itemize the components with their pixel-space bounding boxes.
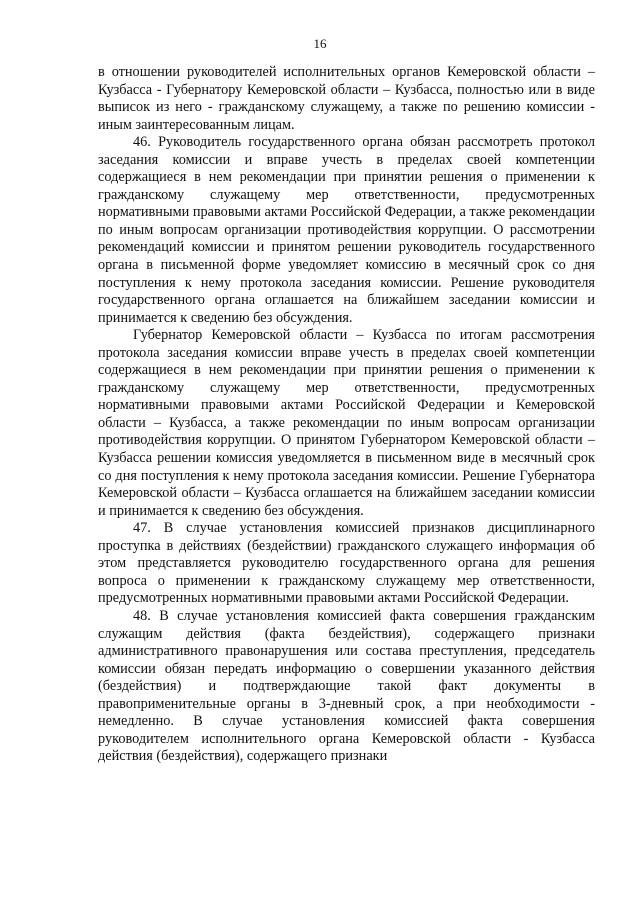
paragraph-47: 47. В случае установления комиссией признаков дисциплинарного проступка в действиях (бездействии) гражданского служащего информация об этом представляется руководителю государственного органа для решения вопроса о применении к гражданскому служащему мер ответственности, предусмотренных нормативными правовыми актами Российской Федерации. xyxy=(98,520,595,607)
paragraph-governor-review: Губернатор Кемеровской области – Кузбасса по итогам рассмотрения протокола заседания комиссии вправе учесть в пределах своей компетенции содержащиеся в нем рекомендации при принятии решения о применении к гражданскому служащему мер ответственности, предусмотренных нормативными правовыми актами Российской Федерации и Кемеровской области – Кузбасса, а также рекомендации по иным вопросам организации противодействия коррупции. О принятом Губернатором Кемеровской области – Кузбасса решении комиссия уведомляется в письменном виде в месячный срок со дня поступления к нему протокола заседания комиссии. Решение Губернатора Кемеровской области – Кузбасса оглашается на ближайшем заседании комиссии и принимается к сведению без обсуждения. xyxy=(98,327,595,519)
document-body xyxy=(98,64,595,766)
paragraph-intro-continuation: в отношении руководителей исполнительных органов Кемеровской области – Кузбасса - Губернатору Кемеровской области – Кузбасса, полностью или в виде выписок из него - гражданскому служащему, а также по решению комиссии - иным заинтересованным лицам. xyxy=(98,64,595,133)
paragraph-48: 48. В случае установления комиссией факта совершения гражданским служащим действия (факта бездействия), содержащего признаки административного правонарушения или состава преступления, председатель комиссии обязан передать информацию о совершении указанного действия (бездействия) и подтверждающие такой факт документы в правоприменительные органы в 3-дневный срок, а при необходимости - немедленно. В случае установления комиссией факта совершения руководителем исполнительного органа Кемеровской области - Кузбасса действия (бездействия), содержащего признаки xyxy=(98,607,595,765)
paragraph-46: 46. Руководитель государственного органа обязан рассмотреть протокол заседания комиссии и вправе учесть в пределах своей компетенции содержащиеся в нем рекомендации при принятии решения о применении к гражданскому служащему мер ответственности, предусмотренных нормативными правовыми актами Российской Федерации, а также рекомендации по иным вопросам организации противодействия коррупции. О рассмотрении рекомендаций комиссии и принятом решении руководитель государственного органа в письменной форме уведомляет комиссию в месячный срок со дня поступления к нему протокола заседания комиссии. Решение руководителя государственного органа оглашается на ближайшем заседании комиссии и принимается к сведению без обсуждения. xyxy=(98,134,595,326)
page-number: 16 xyxy=(313,36,327,51)
